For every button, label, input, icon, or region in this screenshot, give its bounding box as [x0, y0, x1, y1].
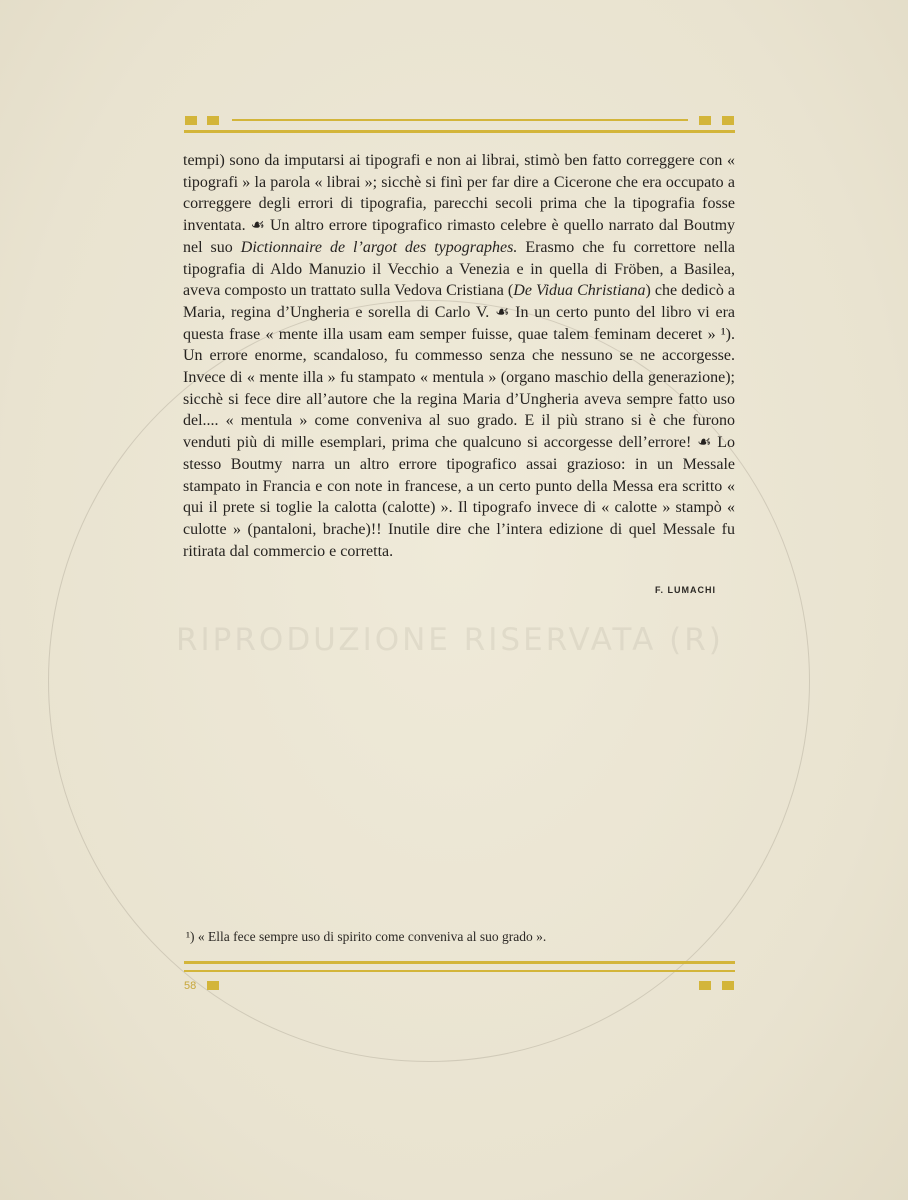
footer-square-right-1	[699, 981, 711, 990]
header-square-right-2	[722, 116, 734, 125]
body-sentence-1: tempi) sono da imputarsi ai tipografi e non ai librai, stimò ben fatto correggere con « tipografi » la parola « librai »; sicchè si finì per far dire a Cicerone che era occupato a correggere degli errori di tipografia, parecchi secoli prima che la tipografia fosse inventata.	[183, 152, 735, 235]
article-body	[183, 150, 735, 562]
footer-thin-rule	[184, 970, 735, 972]
footer-square-right-2	[722, 981, 734, 990]
body-sentence-3: In un certo punto del libro vi era questa frase « mente illa usam eam semper fuisse, quae talem feminam deceret » ¹). Un errore enorme, scandaloso, fu commesso senza che nessuno se ne accorgesse. Invece di « mente illa » fu stampato « mentula » (organo maschio della generazione); sicchè si fece dire all’autore che la regina Maria d’Ungheria aveva sempre fatto uso del.... « mentula » come conveniva al suo grado. E il più strano si è che furono venduti più di mille esemplari, prima che qualcuno si accorgesse dell’errore!	[183, 303, 735, 452]
body-sentence-2b: Erasmo che fu correttore nella tipografia di Aldo Manuzio il Vecchio a Venezia e in quella di Fröben, a Basilea, aveva composto un trattato sulla Vedova Cristiana (	[183, 238, 735, 300]
footer-thick-rule	[184, 961, 735, 964]
page-number: 58	[184, 980, 197, 992]
header-square-right-1	[699, 116, 711, 125]
author-signature: F. LUMACHI	[655, 585, 716, 595]
book-title: Dictionnaire de l’argot des typographes.	[240, 238, 518, 256]
body-sentence-2c: ) che dedicò a Maria, regina d’Ungheria e sorella di Carlo V.	[183, 282, 736, 321]
article-paragraph	[183, 150, 735, 562]
body-sentence-4: Lo stesso Boutmy narra un altro errore tipografico assai grazioso: in un Messale stampato in Francia e con note in francese, a un certo punto della Messa era scritto « qui il prete si toglie la calotta (calotte) ». Il tipografo invece di « calotte » stampò « culotte » (pantaloni, brache)!! Inutile dire che l’intera edizione di quel Messale fu ritirata dal commercio e corretta.	[183, 434, 735, 560]
body-sentence-2a: Un altro errore tipografico rimasto celebre è quello narrato dal Boutmy nel suo	[183, 217, 736, 256]
leaf-separator-icon: ☙	[250, 217, 265, 235]
footer-square-left	[207, 981, 219, 990]
latin-title: De Vidua Christiana	[513, 282, 646, 300]
header-thick-rule	[184, 130, 735, 133]
header-square-left-2	[207, 116, 219, 125]
leaf-separator-icon: ☙	[495, 303, 510, 321]
leaf-separator-icon: ☙	[697, 434, 712, 452]
watermark-text: RIPRODUZIONE RISERVATA (R)	[176, 622, 724, 658]
header-square-left-1	[185, 116, 197, 125]
header-thin-rule	[232, 119, 688, 121]
footnote: ¹) « Ella fece sempre uso di spirito come conveniva al suo grado ».	[186, 929, 547, 944]
